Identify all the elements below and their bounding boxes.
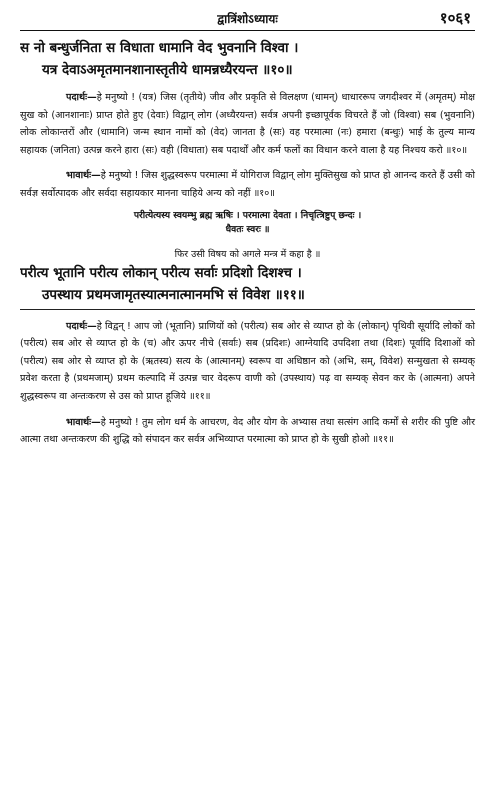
padartha-label: पदार्थः— [66,320,97,332]
bhavartha-11-text: हे मनुष्यो ! तुम लोग धर्म के आचरण, वेद और योग के अभ्यास तथा सत्संग आदि कर्मों से शरीर की पुष्टि और आत्मा तथा अन्तःकरण की शुद्धि को संपादन कर सर्वत्र अभिव्याप्त परमात्मा को प्राप्त हो के सुखी होओ ॥११॥ [20,416,475,446]
padartha-10-text: हे मनुष्यो ! (यत्र) जिस (तृतीये) जीव और प्रकृति से विलक्षण (धामन्) धाधाररूप जगदीश्वर में (अमृतम्) मोक्ष सुख को (आनशानाः) प्राप्त होते हुए (देवाः) विद्वान् लोग (अध्यैरयन्त) सर्वत्र अपनी इच्छापूर्वक विचरते हैं जो (विश्वा) सब (भुवनानि) लोक लोकान्तरों और (धामानि) जन्म स्थान नामों को (वेद) जानता है (सः) वह परमात्मा (नः) हमारा (बन्धुः) भाई के तुल्य मान्य सहायक (जनिता) उत्पन्न करने हारा (सः) वही (विधाता) सब पदार्थों और कर्म फलों का विधान करने वाला है यह निश्चय करो ॥१०॥ [20,92,475,156]
mantra-10-line-2: यत्र देवाऽअमृतमानशानास्तृतीये धामन्नध्यैरयन्त ॥१०॥ [42,62,293,78]
bhavartha-10-text: हे मनुष्यो ! जिस शुद्धस्वरूप परमात्मा में योगिराज विद्वान् लोग मुक्तिसुख को प्राप्त हो आनन्द करते हैं उसी को सर्वज्ञ सर्वोत्पादक और सर्वदा सहायकार मानना चाहिये अन्य को नहीं ॥१०॥ [20,170,475,199]
mantra-11-meta [20,209,475,237]
rishi-devata-chhanda: परीत्येत्यस्य स्वयम्भु ब्रह्म ऋषिः । परमात्मा देवता । निचृत्त्रिष्टुप् छन्दः । [133,209,362,221]
page-header [20,8,475,31]
bhavartha-11 [20,414,475,449]
bhavartha-label: भावार्थः— [66,416,101,428]
padartha-10 [20,89,475,159]
divider [20,309,475,310]
bhavartha-label: भावार्थः— [66,170,101,182]
bhavartha-10 [20,167,475,202]
mantra-10-line-1: स नो बन्धुर्जनिता स विधाता धामानि वेद भुवनानि विश्वा । [20,40,299,56]
chapter-title: द्वात्रिंशोऽध्यायः [217,12,278,26]
padartha-11 [20,318,475,406]
page-number: १०६१ [439,9,471,27]
svara: धैवतः स्वरः ॥ [225,223,270,235]
mantra-10 [20,37,475,81]
mantra-11 [20,262,475,306]
mantra-11-intro: फिर उसी विषय को अगले मन्त्र में कहा है ॥ [174,248,321,260]
mantra-11-line-1: परीत्य भूतानि परीत्य लोकान् परीत्य सर्वाः प्रदिशो दिशश्च । [20,264,302,281]
padartha-11-text: हे विद्वन् ! आप जो (भूतानि) प्राणियों को (परीत्य) सब ओर से व्याप्त हो के (लोकान्) पृथिवी सूर्यादि लोकों को (परीत्य) सब ओर से व्याप्त हो के (च) और ऊपर नीचे (सर्वाः) सब (प्रदिशः) आग्नेयादि उपदिशा तथा (दिशः) पूर्वादि दिशाओं को (परीत्य) सब ओर से व्याप्त हो के (ऋतस्य) सत्य के (आत्मानम्) स्वरूप वा अधिष्ठान को (अभि, सम्, विवेश) सन्मुखता से सम्यक् प्रवेश करता है (प्रथमजाम्) प्रथम कल्पादि में उत्पन्न चार वेदरूप वाणी को (उपस्थाय) पढ़ वा सम्यक् सेवन कर के (आत्मना) अपने शुद्धस्वरूप वा अन्तःकरण से उस को प्राप्त हूजिये ॥११॥ [20,320,475,402]
mantra-11-line-2: उपस्थाय प्रथमजामृतस्यात्मनात्मानमभि सं विवेश ॥११॥ [42,286,305,303]
padartha-label: पदार्थः— [66,92,97,103]
